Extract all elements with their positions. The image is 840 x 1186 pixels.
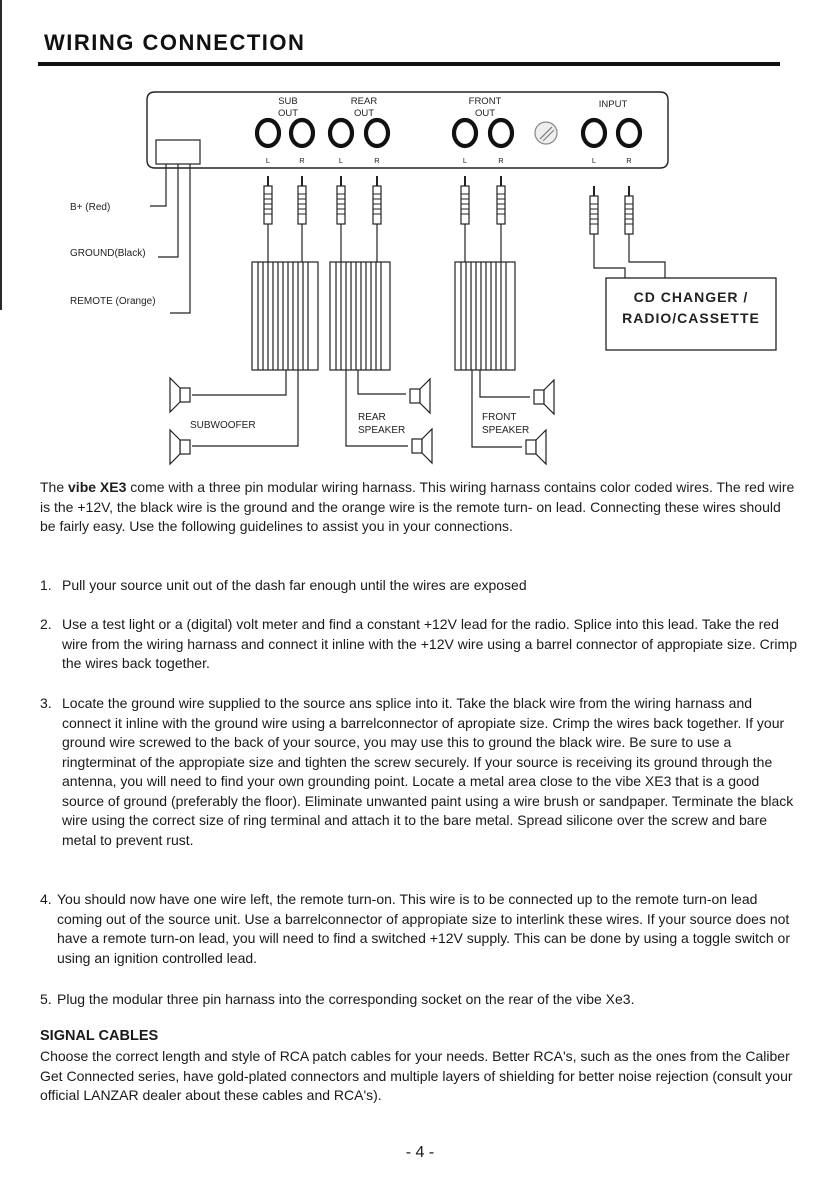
rca-plugs — [264, 176, 633, 260]
label-cd-changer-1: CD CHANGER / — [633, 289, 749, 305]
wiring-diagram — [0, 80, 840, 480]
brand-name: vibe XE3 — [68, 479, 127, 495]
step-2: 2. Use a test light or a (digital) volt meter and find a constant +12V lead for the radio. Splice into this lead. Take the red wire from the wiring harnass and connect it inline with the +12V wire using a barrel connector of appropiate size. Crimp the wires back together. — [40, 616, 797, 671]
step-5: 5. Plug the modular three pin harnass into the corresponding socket on the rear of the vibe Xe3. — [40, 991, 635, 1007]
signal-cables-heading: SIGNAL CABLES — [40, 1028, 159, 1044]
label-front-speaker-1: FRONT — [482, 412, 517, 423]
intro-paragraph: The vibe XE3 come with a three pin modular wiring harnass. This wiring harnass contains color coded wires. The red wire is the +12V, the black wire is the ground and the orange wire is the remote turn- on lead. Connecting these wires should be fairly easy. Use the following guidelines to assist you in your connections. — [40, 479, 795, 534]
rca-jack-rear-r — [366, 120, 388, 146]
label-rear-speaker-2: SPEAKER — [358, 425, 406, 436]
rear-speaker-1 — [410, 379, 430, 413]
signal-cables-text: Choose the correct length and style of RCA patch cables for your needs. Better RCA's, such as the ones from the Caliber Get Connected series, have gold-plated connectors and multiple layers of shielding for better noise rejection (consult your official LANZAR dealer about these cables and RCA's). — [40, 1048, 793, 1103]
svg-text:L: L — [462, 156, 468, 165]
front-speaker-1 — [534, 380, 554, 414]
label-b-plus: B+ (Red) — [70, 202, 111, 213]
amplifier-sub — [252, 262, 318, 370]
amplifier-front — [455, 262, 515, 370]
label-ground: GROUND(Black) — [70, 248, 146, 259]
label-input: INPUT — [598, 99, 628, 110]
step-4: 4. You should now have one wire left, the remote turn-on. This wire is to be connected up to the remote turn-on lead coming out of the source unit. Use a barrelconnector of appropiate size to interlink these wires. If your source does not have a remote turn-on lead, you will need to find a switched +12V supply. This can be done by using a toggle switch or using an ignition controlled lead. — [40, 891, 790, 966]
svg-text:L: L — [338, 156, 344, 165]
label-sub-out-2: OUT — [277, 108, 299, 119]
label-rear-out-1: REAR — [350, 96, 378, 107]
page-number: - 4 - — [405, 1144, 435, 1161]
label-subwoofer: SUBWOOFER — [190, 420, 256, 431]
svg-text:R: R — [374, 156, 380, 165]
label-front-speaker-2: SPEAKER — [482, 425, 530, 436]
label-remote: REMOTE (Orange) — [70, 296, 156, 307]
label-cd-changer-2: RADIO/CASSETTE — [622, 310, 760, 326]
svg-text:L: L — [265, 156, 271, 165]
label-front-out-1: FRONT — [468, 96, 502, 107]
step-3: 3. Locate the ground wire supplied to the source ans splice into it. Take the black wire from the wiring harnass and connect it inline with the ground wire using a barrelconnector of apropiate size. Crimp the wires back together. If your ground wire screwed to the back of your source, you may use this to ground the black wire. Be sure to use a ringterminat of the appropiate size and tighten the screw securely. If your source is receiving its ground through the antenna, you will need to find your own grounding point. Locate a metal area close to the vibe XE3 that is a good source of ground (preferably the floor). Eliminate unwanted paint using a wire brush or sandpaper. Terminate the black wire using the correct size of ring terminal and attach it to the bare metal. Spread silicone over the screw and bare metal to prevent rust. — [40, 695, 794, 848]
rca-jack-rear-l — [330, 120, 352, 146]
rca-jack-sub-l — [257, 120, 279, 146]
label-sub-out-1: SUB — [278, 96, 298, 107]
subwoofer-speaker-2 — [170, 430, 190, 464]
harness-socket — [156, 140, 200, 164]
svg-text:R: R — [626, 156, 632, 165]
rear-speaker-2 — [412, 429, 432, 463]
rca-jack-input-r — [618, 120, 640, 146]
rca-jack-front-r — [490, 120, 512, 146]
rca-jack-front-l — [454, 120, 476, 146]
unit-panel — [147, 92, 668, 168]
power-harness-wires — [150, 164, 190, 313]
title-rule — [38, 62, 780, 66]
label-rear-speaker-1: REAR — [358, 412, 386, 423]
rca-jack-sub-r — [291, 120, 313, 146]
rca-jacks — [257, 120, 640, 146]
page-title: WIRING CONNECTION — [44, 30, 306, 55]
svg-text:R: R — [299, 156, 305, 165]
label-front-out-2: OUT — [474, 108, 496, 119]
step-1: 1. Pull your source unit out of the dash far enough until the wires are exposed — [40, 577, 527, 593]
subwoofer-speaker-1 — [170, 378, 190, 412]
amplifier-rear — [330, 262, 390, 370]
svg-text:R: R — [498, 156, 504, 165]
svg-text:L: L — [591, 156, 597, 165]
label-rear-out-2: OUT — [353, 108, 375, 119]
rca-jack-input-l — [583, 120, 605, 146]
